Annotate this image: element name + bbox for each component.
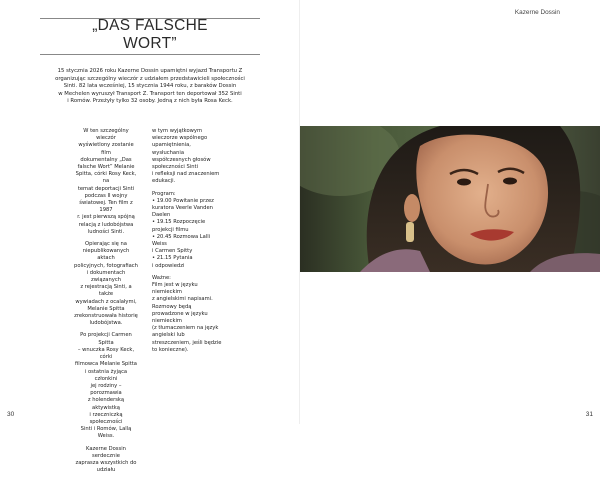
lead-line: i Romów. Przeżyły tylko 32 osoby. Jedną z nich była Rosa Keck. [67, 98, 233, 105]
page-number-right: 31 [585, 411, 593, 418]
body-line: współczesnych głosów [152, 156, 211, 163]
body-line: udziału [96, 467, 116, 474]
body-line: niemieckim [152, 318, 182, 325]
body-line: Ważne: [152, 274, 171, 281]
lead-line: organizując szczególny wieczór z udziałem przedstawicieli społeczności [55, 75, 245, 82]
body-paragraph [74, 241, 138, 327]
body-paragraph [152, 128, 228, 186]
body-line: prowadzone w języku [152, 310, 208, 317]
body-line: (z tłumaczeniem na język [152, 325, 219, 332]
body-line: filmowca Melanie Spitta [75, 361, 137, 368]
body-line: wieczorze wspólnego [152, 135, 208, 142]
body-line: Film jest w języku [152, 282, 198, 289]
body-line: projekcji filmu [152, 226, 189, 233]
body-line: Kazerne Dossin serdecznie [86, 445, 126, 459]
body-line: i dokumentach związanych [86, 269, 126, 284]
body-line: relacją z ludobójstwa [78, 221, 134, 228]
body-line: • 19.15 Rozpoczęcie [152, 219, 206, 226]
body-line: ludności Sinti. [87, 228, 125, 235]
body-line: kuratora Veerle Vanden [152, 205, 213, 212]
body-line: zrekonstruowała historię [74, 313, 138, 320]
body-line: • 19.00 Powitanie przez [152, 197, 214, 204]
body-line: i ostatnia żyjąca członkini [84, 368, 128, 382]
body-line: dokumentalny „Das [80, 156, 132, 163]
lead-paragraph [52, 68, 248, 106]
body-line: policyjnych, fotografiach [74, 262, 138, 269]
lead-line: 15 stycznia 2026 roku Kazerne Dossin upamiętni wyjazd Transportu Z [57, 68, 243, 74]
body-line: Rozmowy będą [152, 303, 192, 310]
lead-line: Sinti. 82 lata wcześniej, 15 stycznia 1944 roku, z baraków Dossin [63, 83, 237, 90]
body-line: z angielskimi napisami. [152, 296, 213, 303]
body-line: Sinti i Romów, Lallą Weiss. [80, 426, 132, 440]
left-page [0, 0, 300, 424]
body-line: z rejestracją Sinti, a także [80, 284, 132, 298]
title-line: „DAS FALSCHE [92, 17, 208, 34]
body-paragraph [152, 275, 228, 354]
body-line: wywiadach z ocalałymi, [75, 298, 137, 305]
body-line: wyświetlony zostanie film [78, 142, 134, 156]
title-line: WORT” [123, 35, 177, 52]
body-line: falsche Wort” Melanie [77, 164, 135, 171]
body-column-right [152, 128, 228, 359]
body-line: i refleksji nad znaczeniem [152, 171, 220, 178]
body-line: i Carmen Spitty [152, 248, 193, 255]
portrait-photo [300, 126, 600, 272]
body-line: Spitta, córki Rosy Keck, na [75, 171, 137, 185]
body-line: r. jest pierwszą spójną [77, 214, 135, 221]
body-line: społeczności Sinti [152, 164, 199, 171]
body-line: • 20.45 Rozmowa Lalli [152, 233, 211, 240]
body-line: Daelen [152, 212, 171, 219]
body-line: Melanie Spitta [87, 305, 125, 312]
body-paragraph [152, 191, 228, 270]
body-line: Program: [152, 190, 176, 197]
body-line: w tym wyjątkowym [152, 128, 203, 134]
header-rule-bottom [40, 54, 260, 55]
body-line: Po projekcji Carmen Spitta [80, 332, 132, 346]
body-line: i odpowiedzi [152, 262, 185, 269]
body-line: z holenderską aktywistką [87, 397, 125, 411]
body-paragraph [74, 128, 138, 236]
running-head: Kazerne Dossin [514, 9, 560, 16]
body-column-left [74, 128, 138, 479]
article-title [40, 17, 260, 53]
body-line: edukacji. [152, 178, 176, 185]
body-line: temat deportacji Sinti [77, 185, 135, 192]
portrait-image [300, 126, 600, 272]
body-line: upamiętnienia, [152, 142, 191, 149]
body-line: zaprasza wszystkich do [75, 459, 137, 466]
body-line: podczas II wojny [84, 192, 128, 199]
body-line: ludobójstwa. [89, 320, 123, 327]
body-line: – wnuczka Rosy Keck, córki [77, 346, 135, 361]
body-paragraph [74, 446, 138, 475]
body-line: jej rodziny – porozmawia [90, 382, 122, 397]
body-line: to konieczne). [152, 346, 189, 353]
body-line: Opierając się na [85, 241, 127, 248]
body-line: Weiss [152, 241, 167, 248]
lead-line: w Mechelen wyruszył Transport Z. Transport ten deportował 352 Sinti [58, 90, 242, 97]
body-paragraph [74, 332, 138, 440]
body-line: niemieckim [152, 289, 182, 296]
body-line: i rzeczniczką społeczności [89, 411, 123, 425]
body-line: wysłuchania [152, 149, 185, 156]
body-line: streszczeniem, jeśli będzie [152, 339, 222, 346]
page-number-left: 30 [7, 411, 15, 418]
body-line: światowej. Ten film z 1987 [79, 200, 133, 214]
body-line: niepublikowanych aktach [82, 248, 130, 262]
body-line: • 21.15 Pytania [152, 255, 193, 262]
body-line: angielski lub [152, 332, 185, 339]
body-line: W ten szczególny wieczór [83, 128, 129, 142]
